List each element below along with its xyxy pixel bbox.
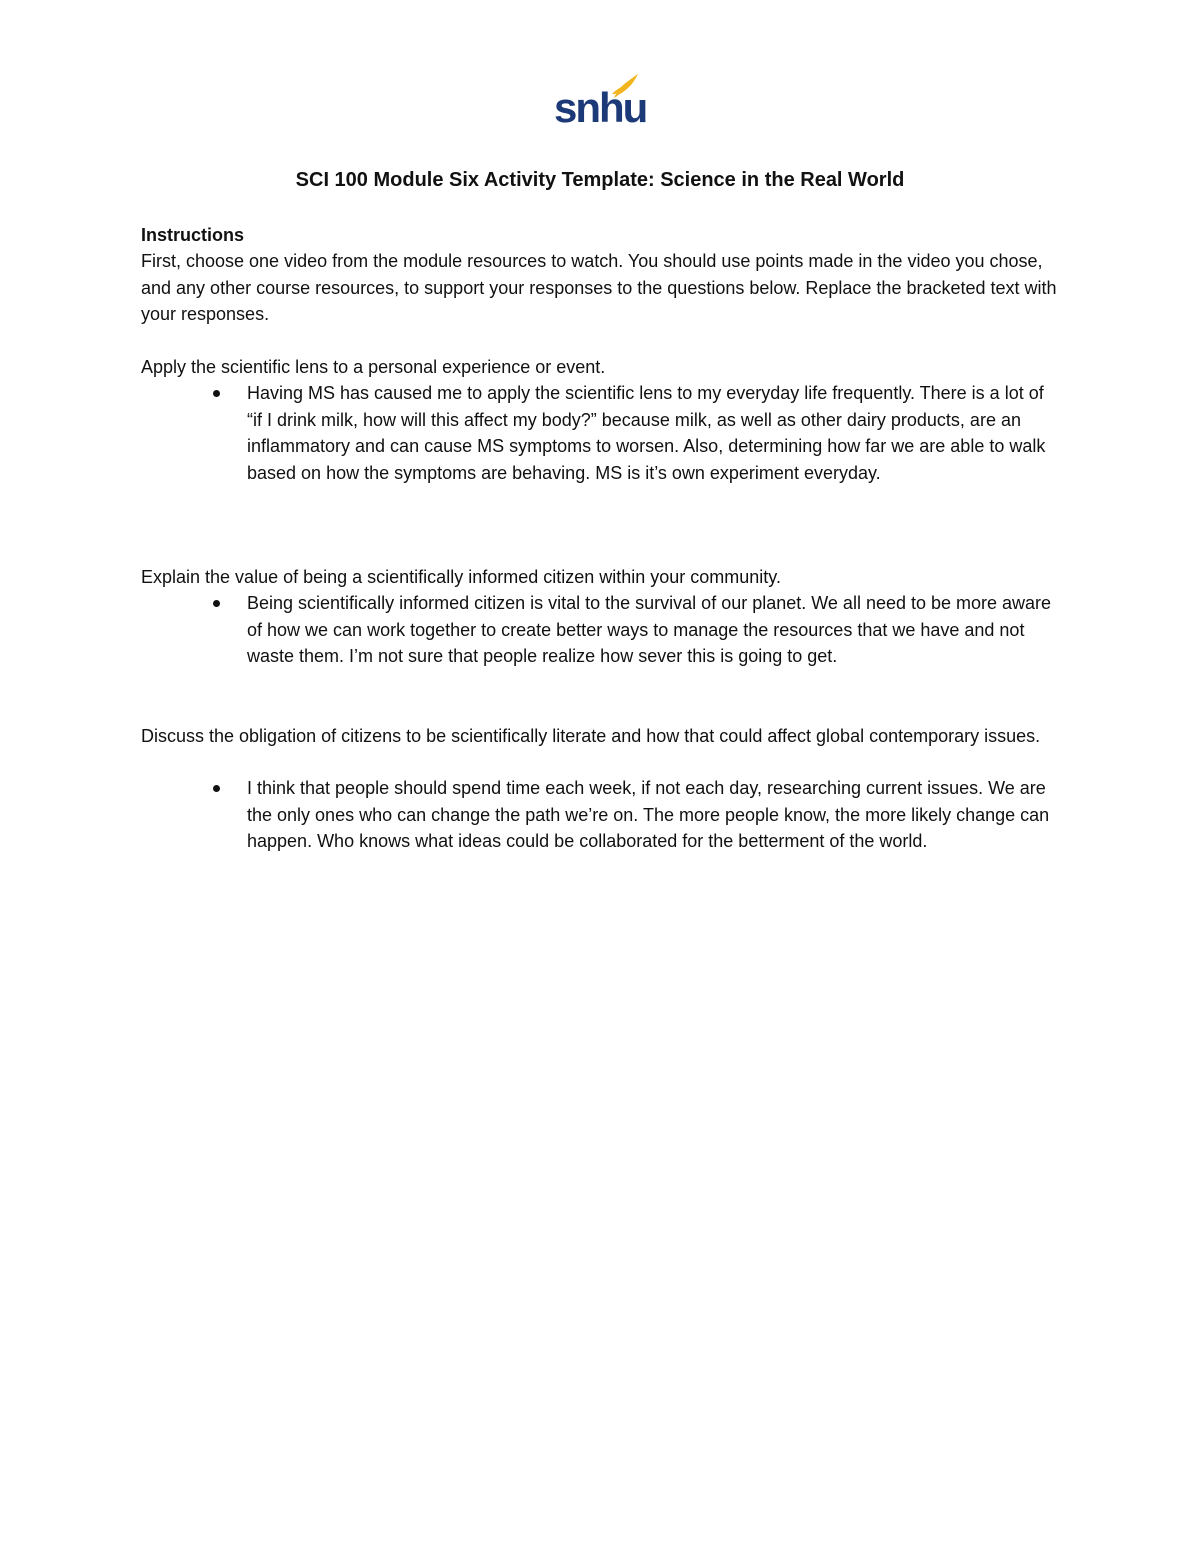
logo-wordmark: snhu — [554, 84, 647, 131]
page-title: SCI 100 Module Six Activity Template: Science in the Real World — [295, 169, 905, 191]
bullet-icon — [213, 785, 220, 792]
section-prompt: Discuss the obligation of citizens to be scientifically literate and how that could affect global contemporary issues. — [141, 726, 1041, 746]
bullet-icon — [213, 600, 220, 607]
instructions-heading-text: Instructions — [141, 225, 245, 245]
section-response: I think that people should spend time each week, if not each day, researching current issues. We are the only ones who can change the path we’re on. The more people know, the more likely change can happen. Who knows what ideas could be collaborated for the betterment of the world. — [247, 778, 1050, 851]
section-prompt: Explain the value of being a scientifically informed citizen within your community. — [141, 567, 781, 587]
instructions-heading — [141, 222, 1061, 249]
section-prompt: Apply the scientific lens to a personal experience or event. — [141, 357, 606, 377]
instructions-text: First, choose one video from the module resources to watch. You should use points made in the video you chose, and any other course resources, to support your responses to the questions below. Replace the bracketed text with your responses. — [141, 251, 1057, 324]
bullet-icon — [213, 390, 220, 397]
snhu-logo — [554, 72, 647, 134]
section-response: Being scientifically informed citizen is vital to the survival of our planet. We all need to be more aware of how we can work together to create better ways to manage the resources that we have and not waste them. I’m not sure that people realize how sever this is going to get. — [247, 593, 1052, 666]
section-response: Having MS has caused me to apply the scientific lens to my everyday life frequently. There is a lot of “if I drink milk, how will this affect my body?” because milk, as well as other dairy products, are an inflammatory and can cause MS symptoms to worsen. Also, determining how far we are able to walk based on how the symptoms are behaving. MS is it’s own experiment everyday. — [247, 383, 1046, 483]
